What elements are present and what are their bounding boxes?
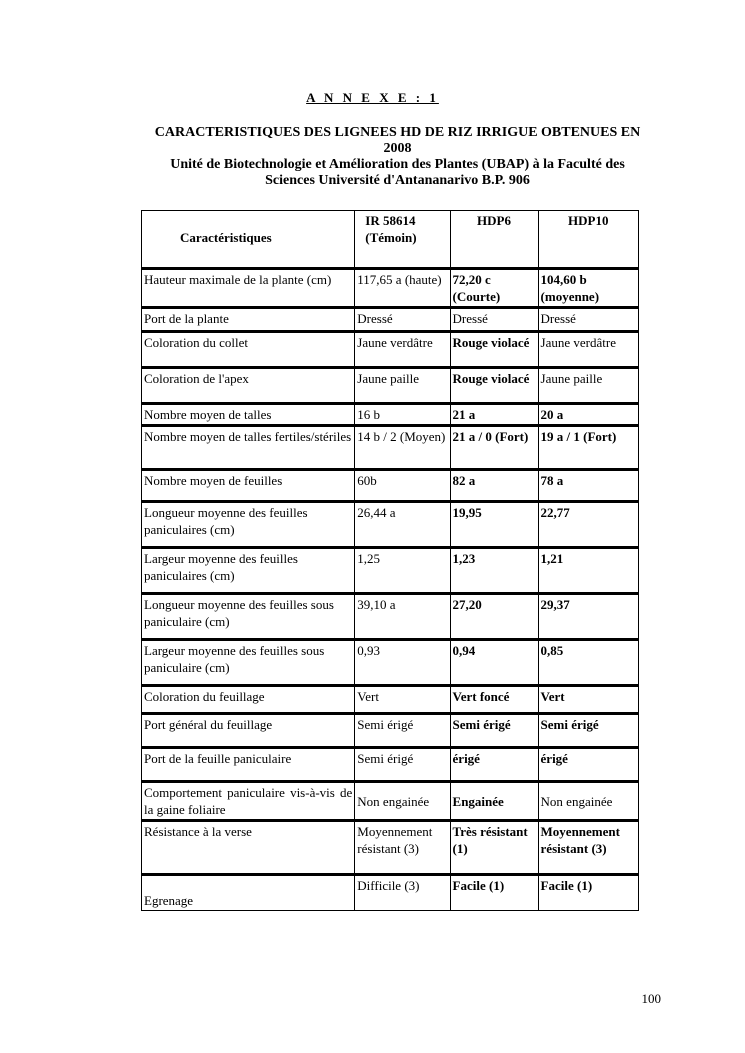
table-row: [142, 686, 639, 714]
cell-characteristic: Coloration du collet: [142, 332, 355, 368]
cell-ir58614: 39,10 a: [355, 594, 450, 640]
cell-hdp10: Dressé: [538, 308, 638, 332]
cell-hdp10: Vert: [538, 686, 638, 714]
cell-characteristic: Nombre moyen de talles: [142, 404, 355, 426]
cell-hdp6: 19,95: [450, 502, 538, 548]
cell-hdp10: 104,60 b (moyenne): [538, 269, 638, 308]
cell-hdp10: 20 a: [538, 404, 638, 426]
table-header-row: [142, 211, 639, 269]
cell-ir58614: Non engainée: [355, 782, 450, 821]
cell-hdp6: 82 a: [450, 470, 538, 502]
cell-hdp10: 22,77: [538, 502, 638, 548]
cell-characteristic: Comportement paniculaire vis-à-vis de la gaine foliaire: [142, 782, 355, 821]
cell-hdp10: 29,37: [538, 594, 638, 640]
cell-ir58614: Jaune verdâtre: [355, 332, 450, 368]
cell-hdp6: Dressé: [450, 308, 538, 332]
cell-characteristic: Hauteur maximale de la plante (cm): [142, 269, 355, 308]
cell-ir58614: 14 b / 2 (Moyen): [355, 426, 450, 470]
cell-hdp10: 1,21: [538, 548, 638, 594]
cell-ir58614: 117,65 a (haute): [355, 269, 450, 308]
table-row: [142, 404, 639, 426]
cell-hdp6: 0,94: [450, 640, 538, 686]
table-row: [142, 269, 639, 308]
cell-characteristic: Coloration du feuillage: [142, 686, 355, 714]
cell-hdp6: 1,23: [450, 548, 538, 594]
table-row: [142, 640, 639, 686]
cell-characteristic: Port général du feuillage: [142, 714, 355, 748]
cell-hdp6: Engainée: [450, 782, 538, 821]
cell-characteristic: Port de la plante: [142, 308, 355, 332]
header-ir58614: IR 58614 (Témoin): [355, 211, 450, 269]
cell-ir58614: 26,44 a: [355, 502, 450, 548]
cell-ir58614: 16 b: [355, 404, 450, 426]
cell-hdp10: Moyennement résistant (3): [538, 821, 638, 875]
table-row: [142, 875, 639, 911]
cell-hdp10: Non engainée: [538, 782, 638, 821]
table-row: [142, 748, 639, 782]
cell-characteristic: Egrenage: [142, 875, 355, 911]
cell-ir58614: Difficile (3): [355, 875, 450, 911]
cell-hdp6: 21 a: [450, 404, 538, 426]
table-row: [142, 426, 639, 470]
cell-hdp6: Facile (1): [450, 875, 538, 911]
cell-characteristic: Résistance à la verse: [142, 821, 355, 875]
cell-characteristic: Largeur moyenne des feuilles paniculaires (cm): [142, 548, 355, 594]
table-row: [142, 470, 639, 502]
cell-ir58614: Moyennement résistant (3): [355, 821, 450, 875]
header-hdp10: HDP10: [538, 211, 638, 269]
cell-hdp6: Très résistant (1): [450, 821, 538, 875]
cell-hdp6: Vert foncé: [450, 686, 538, 714]
table-row: [142, 548, 639, 594]
table-row: [142, 594, 639, 640]
cell-hdp10: Facile (1): [538, 875, 638, 911]
page-number: 100: [641, 991, 661, 1006]
cell-hdp6: Rouge violacé: [450, 332, 538, 368]
cell-ir58614: 1,25: [355, 548, 450, 594]
cell-characteristic: Largeur moyenne des feuilles sous paniculaire (cm): [142, 640, 355, 686]
characteristics-table: [141, 210, 639, 911]
annex-title: A N N E X E : 1: [306, 90, 439, 105]
cell-hdp6: 27,20: [450, 594, 538, 640]
cell-ir58614: Semi érigé: [355, 748, 450, 782]
cell-characteristic: Longueur moyenne des feuilles paniculaires (cm): [142, 502, 355, 548]
cell-ir58614: 60b: [355, 470, 450, 502]
cell-hdp6: 21 a / 0 (Fort): [450, 426, 538, 470]
table-row: [142, 308, 639, 332]
document-heading: [145, 125, 650, 189]
cell-characteristic: Port de la feuille paniculaire: [142, 748, 355, 782]
table-row: [142, 502, 639, 548]
cell-hdp6: Rouge violacé: [450, 368, 538, 404]
cell-hdp10: 78 a: [538, 470, 638, 502]
header-hdp6: HDP6: [450, 211, 538, 269]
cell-characteristic: Nombre moyen de feuilles: [142, 470, 355, 502]
cell-hdp10: 19 a / 1 (Fort): [538, 426, 638, 470]
cell-ir58614: Vert: [355, 686, 450, 714]
cell-hdp6: 72,20 c (Courte): [450, 269, 538, 308]
cell-characteristic: Nombre moyen de talles fertiles/stériles: [142, 426, 355, 470]
table-row: [142, 821, 639, 875]
cell-hdp10: Semi érigé: [538, 714, 638, 748]
heading-institution: Unité de Biotechnologie et Amélioration des Plantes (UBAP) à la Faculté des Sciences Université d'Antananarivo B.P. 906: [170, 157, 625, 188]
cell-characteristic: Coloration de l'apex: [142, 368, 355, 404]
table-row: [142, 782, 639, 821]
cell-ir58614: Jaune paille: [355, 368, 450, 404]
heading-title: CARACTERISTIQUES DES LIGNEES HD DE RIZ IRRIGUE OBTENUES EN 2008: [154, 125, 641, 156]
cell-hdp6: Semi érigé: [450, 714, 538, 748]
cell-hdp10: Jaune paille: [538, 368, 638, 404]
cell-ir58614: Dressé: [355, 308, 450, 332]
cell-ir58614: Semi érigé: [355, 714, 450, 748]
table-row: [142, 368, 639, 404]
table-row: [142, 332, 639, 368]
cell-hdp10: Jaune verdâtre: [538, 332, 638, 368]
cell-ir58614: 0,93: [355, 640, 450, 686]
cell-hdp10: 0,85: [538, 640, 638, 686]
cell-characteristic: Longueur moyenne des feuilles sous paniculaire (cm): [142, 594, 355, 640]
table-row: [142, 714, 639, 748]
cell-hdp10: érigé: [538, 748, 638, 782]
header-characteristics: Caractéristiques: [142, 211, 355, 269]
cell-hdp6: érigé: [450, 748, 538, 782]
